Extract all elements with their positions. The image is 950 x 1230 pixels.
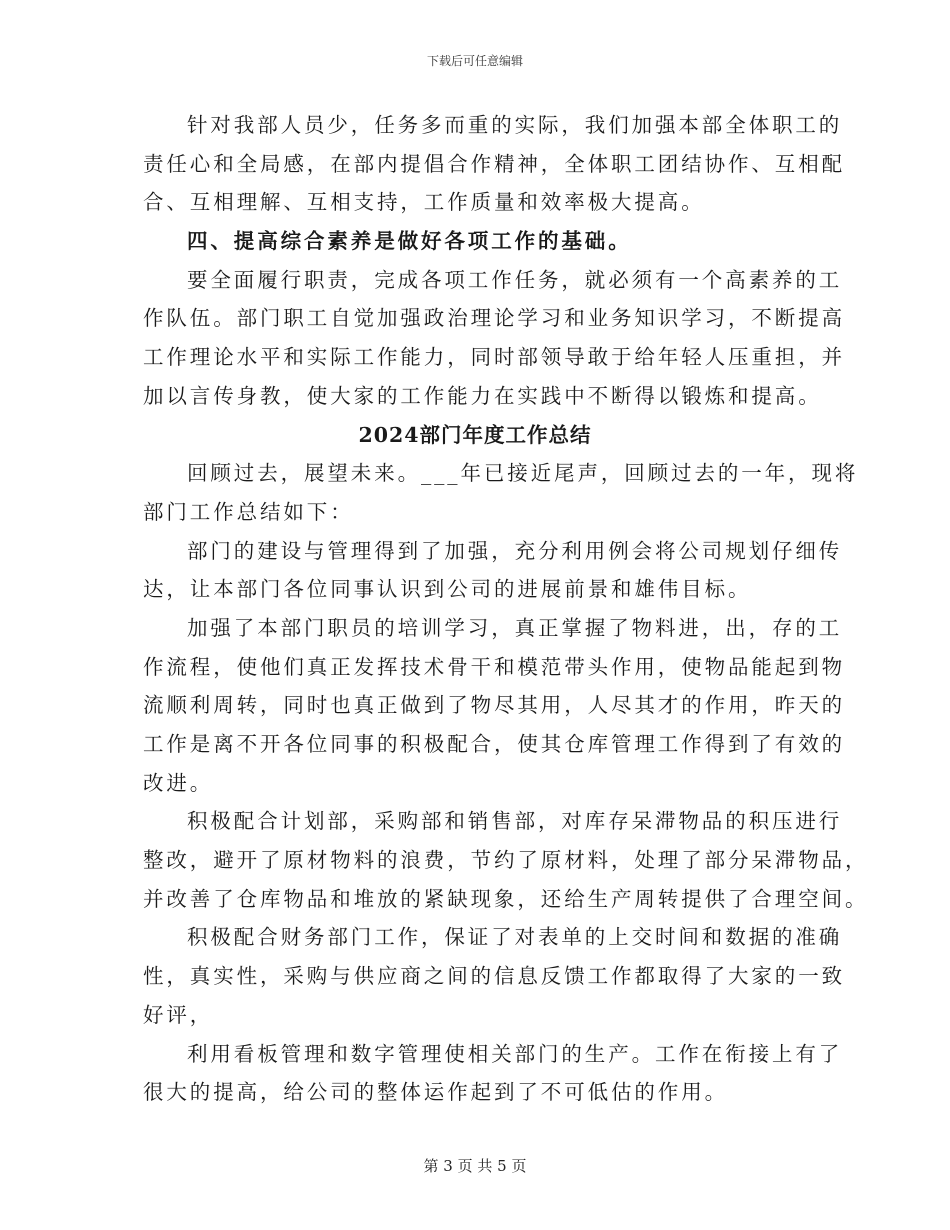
paragraph-line: 改进。 [143,770,214,795]
document-body [143,106,869,1112]
paragraph-line: 合、互相理解、互相支持，工作质量和效率极大提高。 [143,190,705,215]
paragraph-line: 流顺利周转，同时也真正做到了物尽其用，人尽其才的作用，昨天的 [143,693,845,718]
paragraph-line: 工作理论水平和实际工作能力，同时部领导敢于给年轻人压重担，并 [143,345,845,370]
paragraph-line: 加以言传身教，使大家的工作能力在实践中不断得以锻炼和提高。 [143,383,822,408]
paragraph-line: 很大的提高，给公司的整体运作起到了不可低估的作用。 [143,1080,728,1105]
paragraph-line: 作流程，使他们真正发挥技术骨干和模范带头作用，使物品能起到物 [143,654,845,679]
page-header-note: 下载后可任意编辑 [426,54,523,68]
paragraph-line: 性，真实性，采购与供应商之间的信息反馈工作都取得了大家的一致 [143,964,845,989]
paragraph-line: 部门工作总结如下： [143,499,354,524]
paragraph-line: 积极配合计划部，采购部和销售部，对库存呆滞物品的积压进行 [187,809,843,834]
paragraph-line: 责任心和全局感，在部内提倡合作精神，全体职工团结协作、互相配 [143,151,845,176]
paragraph-line: 部门的建设与管理得到了加强，充分利用例会将公司规划仔细传 [187,538,843,563]
paragraph-line: 针对我部人员少，任务多而重的实际，我们加强本部全体职工的 [187,113,843,137]
paragraph-line: 达，让本部门各位同事认识到公司的进展前景和雄伟目标。 [143,577,752,602]
page-number: 第 3 页 共 5 页 [423,1157,527,1175]
paragraph-line: 要全面履行职责，完成各项工作任务，就必须有一个高素养的工 [187,267,843,292]
paragraph-line: 并改善了仓库物品和堆放的紧缺现象，还给生产周转提供了合理空间。 [143,886,869,911]
paragraph-line: 积极配合财务部门工作，保证了对表单的上交时间和数据的准确 [187,925,843,950]
paragraph-line: 整改，避开了原材物料的浪费，节约了原材料，处理了部分呆滞物品， [143,848,869,873]
paragraph-line: 加强了本部门职员的培训学习，真正掌握了物料进，出，存的工 [187,615,843,640]
paragraph-line: 工作是离不开各位同事的积极配合，使其仓库管理工作得到了有效的 [143,732,845,756]
document-title: 2024部门年度工作总结 [358,422,592,447]
section-heading: 四、提高综合素养是做好各项工作的基础。 [187,229,632,254]
paragraph-line: 利用看板管理和数字管理使相关部门的生产。工作在衔接上有了 [187,1041,843,1066]
paragraph-line: 作队伍。部门职工自觉加强政治理论学习和业务知识学习，不断提高 [143,306,845,331]
paragraph-line: 回顾过去，展望未来。___年已接近尾声，回顾过去的一年，现将 [187,461,859,486]
paragraph-line: 好评， [143,1002,214,1027]
